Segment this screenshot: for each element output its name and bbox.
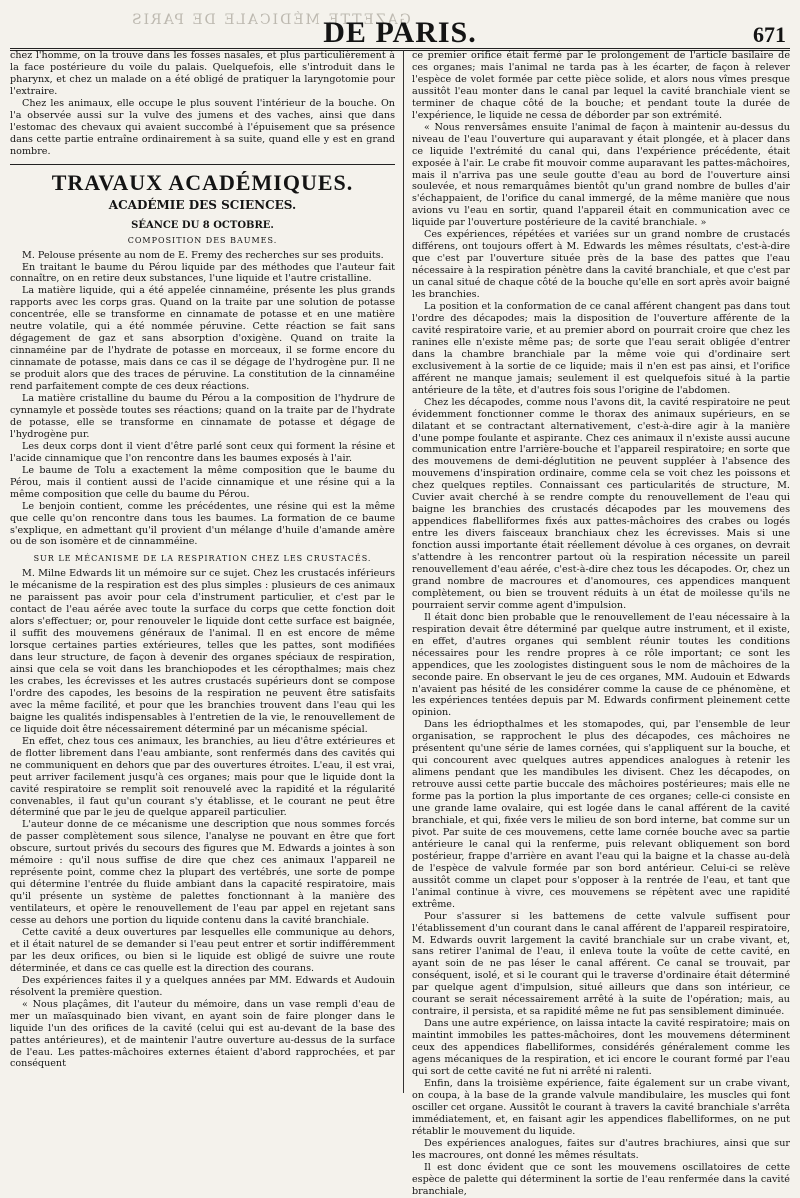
article-paragraph: Il est donc évident que ce sont les mouvemens oscillatoires de cette espèce de palette qui déterminent la sortie de l'eau renfermée dans la cavité branchiale, [412,1161,790,1197]
article-paragraph: L'auteur donne de ce mécanisme une description que nous sommes forcés de passer complètement sous silence, l'analyse ne pouvant en être que fort obscure, surtout privés du secours des figures que M. Edwards a jointes à son mémoire : qu'il nous suffise de dire que chez ces animaux l'appareil ne représente point, comme chez la plupart des vertébrés, une sorte de pompe qui détermine l'entrée du fluide ambiant dans la capacité respiratoire, mais qu'il présente un système de palettes fonctionnant à la manière des ventilateurs, et opère le renouvellement de l'eau par appel en rejetant sans cesse au dehors une portion du liquide contenu dans la cavité branchiale. [10,819,395,927]
article-paragraph: Chez les décapodes, comme nous l'avons dit, la cavité respiratoire ne peut évidemment fonctionner comme le thorax des animaux supérieurs, en se dilatant et se contractant alternativement, c'est-à-dire agir à la manière d'une pompe foulante et aspirante. Chez ces animaux il n'existe aussi aucune communication entre l'arrière-bouche et l'appareil respiratoire; en sorte que des mouvemens de demi-déglutition ne peuvent suppléer à l'absence des mouvemens d'inspiration ordinaire, comme cela se voit chez les poissons et chez quelques reptiles. Connaissant ces particularités de structure, M. Cuvier avait cherché à se rendre compte du renouvellement de l'eau qui baigne les branchies des crustacés décapodes par les mouvemens des appendices flabelliformes fixés aux pattes-mâchoires des crabes ou logés entre les divers faisceaux branchiaux chez les écrevisses. Mais si une fonction aussi importante était réellement dévolue à ces organes, on devrait s'attendre à les rencontrer partout où la respiration nécessite un pareil renouvellement d'eau aérée, c'est-à-dire chez tous les décapodes. Or, chez un grand nombre de macroures et d'anomoures, ces appendices manquent complètement, ou bien se trouvent réduits à un état de moilesse qu'ils ne pourraient servir comme agent d'impulsion. [412,396,790,611]
column-rule [403,50,404,1093]
article-paragraph: Dans les édriopthalmes et les stomapodes, qui, par l'ensemble de leur organisation, se rapprochent le plus des décapodes, ces mâchoires ne présentent qu'une série de lames cornées, qui s'appliquent sur la bouche, et qui concourent avec quelques autres appendices analogues à retenir les alimens pendant que les mandibules les divisent. Chez les décapodes, on retrouve aussi cette partie buccale des mâchoires postérieures; mais elle ne forme pas la portion la plus importante de ces organes; celle-ci consiste en une grande lame ovalaire, qui est logée dans le canal afférent de la cavité branchiale, et qui, fixée vers le milieu de son bord interne, bat comme sur un pivot. Par suite de ces mouvemens, cette lame cornée bouche avec sa partie antérieure le canal qui la renferme, puis relevant obliquement son bord postérieur, frappe d'arrière en avant l'eau qui la baigne et la chasse au-delà de l'espèce de valvule formée par son bord antérieur. Celui-ci se relève aussitôt comme un clapet pour s'opposer à la rentrée de l'eau, et tant que l'animal continue à vivre, ces mouvemens se répètent avec une rapidité extrême. [412,719,790,910]
right-column [412,50,790,1197]
article-paragraph: La matière liquide, qui a été appelée cinnaméine, présente les plus grands rapports avec les corps gras. Quand on la traite par une solution de potasse concentrée, elle se transforme en cinnamate de potasse et en une matière neutre volatile, qui a été nommée péruvine. Cette réaction se fait sans dégagement de gaz et sans absorption d'oxigène. Quand on traite la cinnaméine par de l'hydrate de potasse en morceaux, il se forme encore du cinnamate de potasse, mais dans ce cas il se dégage de l'hydrogène pur. Il ne se produit alors que des traces de péruvine. La constitution de la cinnaméine rend parfaitement compte de ces deux réactions. [10,285,395,393]
bleed-through-text: GAZETTE MÉDICALE DE PARIS [130,12,411,28]
article-paragraph: Enfin, dans la troisième expérience, faite également sur un crabe vivant, on coupa, à la base de la grande valvule mandibulaire, les muscles qui font osciller cet organe. Aussitôt le courant à travers la cavité branchiale s'arrêta immédiatement, et, en faisant agir les appendices flabelliformes, on ne put rétablir le mouvement du liquide. [412,1077,790,1137]
article-paragraph: ce premier orifice était fermé par le prolongement de l'article basilaire de ces organes; mais l'animal ne tarda pas à les écarter, de façon à relever l'espèce de volet formée par cette pièce solide, et alors nous vîmes presque aussitôt l'eau monter dans le canal par lequel la cavité branchiale vient se terminer de chaque côté de la bouche; et pendant toute la durée de l'expérience, le liquide ne cessa de déborder par son extrémité. [412,50,790,121]
page-header [10,6,790,51]
article-paragraph: Dans une autre expérience, on laissa intacte la cavité respiratoire; mais on maintint immobiles les pattes-mâchoires, dont les mouvemens déterminent ceux des appendices flabelliformes, considérés généralement comme les agens mécaniques de la respiration, et ici encore le courant formé par l'eau qui sort de cette cavité ne fut ni arrêté ni ralenti. [412,1018,790,1078]
seance-heading: SÉANCE DU 8 OCTOBRE. [131,219,274,231]
article-paragraph: M. Pelouse présente au nom de E. Fremy des recherches sur ses produits. [22,249,384,261]
article-paragraph: En effet, chez tous ces animaux, les branchies, au lieu d'être extérieures et de flotter librement dans l'eau ambiante, sont renfermés dans des cavités qui ne communiquent en dehors que par des ouvertures étroites. L'eau, il est vrai, peut arriver facilement jusqu'à ces organes; mais pour que le liquide dont la cavité respiratoire se remplit soit renouvelé avec la rapidité et la régularité convenables, il faut qu'un courant s'y établisse, et le courant ne peut être déterminé que par le jeu de quelque appareil particulier. [10,735,395,819]
section-title: TRAVAUX ACADÉMIQUES. [51,169,354,195]
subheading-respiration: SUR LE MÉCANISME DE LA RESPIRATION CHEZ LES CRUSTACÉS. [33,554,372,564]
left-column [10,50,395,1093]
article-paragraph: M. Milne Edwards lit un mémoire sur ce sujet. Chez les crustacés inférieurs le mécanisme de la respiration est des plus simples : plusieurs de ces animaux ne paraissent pas avoir pour cela d'instrument particulier, et c'est par le contact de l'eau aérée avec toute la surface du corps que cette fonction doit alors s'effectuer; or, pour renouveler le liquide dont cette surface est baignée, il suffit des mouvemens généraux de l'animal. Il en est encore de même lorsque certaines parties extérieures, telles que les pattes, sont modifiées dans leur structure, de façon à devenir des organes spéciaux de respiration, ainsi que cela se voit dans les branchiopodes et les céropthalmes; mais chez les crabes, les écrevisses et les autres crustacés supérieurs dont se compose l'ordre des capodes, les besoins de la respiration ne peuvent être satisfaits avec la même facilité, et pour que les branchies trouvent dans l'eau qui les baigne les qualités indispensables à l'entretien de la vie, le renouvellement de ce liquide doit être nécessairement déterminé par un mécanisme spécial. [10,568,395,735]
article-paragraph: La position et la conformation de ce canal afférent changent pas dans tout l'ordre des décapodes; mais la disposition de l'ouverture afférente de la cavité respiratoire varie, et au premier abord on pourrait croire que chez les ranines elle n'existe même pas; de sorte que l'eau serait obligée d'entrer dans la chambre branchiale par la même voie qui d'ordinaire sert exclusivement à la sortie de ce liquide; mais il n'en est pas ainsi, et l'orifice afférent ne manque jamais; seulement il est quelquefois situé à la partie antérieure de la tête, et d'autres fois sous l'origine de l'abdomen. [412,301,790,396]
article-paragraph: Il était donc bien probable que le renouvellement de l'eau nécessaire à la respiration devait être déterminé par quelque autre instrument, et il existe, en effet, d'autres organes qui semblent réunir toutes les conditions nécessaires pour les rendre propres à ce rôle important; ce sont les appendices, que les zoologistes distinguent sous le nom de mâchoires de la seconde paire. En observant le jeu de ces organes, MM. Audouin et Edwards n'avaient pas hésité de les considérer comme la cause de ce phénomène, et les expériences tentées depuis par M. Edwards confirment pleinement cette opinion. [412,611,790,719]
article-paragraph: Le baume de Tolu a exactement la même composition que le baume du Pérou, mais il contient aussi de l'acide cinnamique et une résine qui a la même composition que celle du baume du Pérou. [10,464,395,500]
article-paragraph: Des expériences faites il y a quelques années par MM. Edwards et Audouin résolvent la première question. [10,974,395,998]
article-paragraph: Ces expériences, répétées et variées sur un grand nombre de crustacés différens, ont toujours offert à M. Edwards les mêmes résultats, c'est-à-dire que c'est par l'ouverture située près de la base des pattes que l'eau nécessaire à la respiration pénètre dans la cavité branchiale, et que c'est par un canal situé de chaque côté de la bouche qu'elle en sort après avoir baigné les branchies. [412,229,790,301]
intro-paragraph: Chez les animaux, elle occupe le plus souvent l'intérieur de la bouche. On l'a observée aussi sur la vulve des jumens et des vaches, ainsi que dans l'estomac des chevaux qui avaient succombé à l'épuisement que sa présence dans cette partie entraîne ordinairement à sa suite, quand elle y est en grand nombre. [10,97,395,157]
article-paragraph: Pour s'assurer si les battemens de cette valvule suffisent pour l'établissement d'un courant dans le canal afférent de l'appareil respiratoire, M. Edwards ouvrit largement la cavité branchiale sur un crabe vivant, et, sans retirer l'animal de l'eau, il enleva toute la voûte de cette cavité, en ayant soin de ne pas léser le canal afférent. Ce canal se trouvait, par conséquent, isolé, et si le courant qui le traverse d'ordinaire était déterminé par quelque agent d'impulsion, situé ailleurs que dans son intérieur, ce courant se serait nécessairement arrêté à la suite de l'opération; mais, au contraire, il persista, et sa rapidité même ne fut pas sensiblement diminuée. [412,910,790,1018]
subheading-baumes: COMPOSITION DES BAUMES. [127,235,278,245]
article-paragraph: Des expériences analogues, faites sur d'autres brachiures, ainsi que sur les macroures, ont donné les mêmes résultats. [412,1137,790,1161]
article-paragraph: « Nous plaçâmes, dit l'auteur du mémoire, dans un vase rempli d'eau de mer un maïasquinado bien vivant, en ayant soin de faire plonger dans le liquide l'un des orifices de la cavité (celui qui est au-devant de la base des pattes antérieures), et de maintenir l'autre ouverture au-dessus de la surface de l'eau. Les pattes-mâchoires externes étaient d'abord rapprochées, et par conséquent [10,998,395,1070]
article-paragraph: La matière cristalline du baume du Pérou a la composition de l'hydrure de cynnamyle et possède toutes ses réactions; quand on la traite par de l'hydrate de potasse, elle se transforme en cinnamate de potasse et dégage de l'hydrogène pur. [10,393,395,440]
article-paragraph: En traitant le baume du Pérou liquide par des méthodes que l'auteur fait connaître, on en retire deux substances, l'une liquide et l'autre cristalline. [10,261,395,285]
page-number: 671 [753,22,786,47]
masthead-title: DE PARIS. [323,16,477,49]
article-paragraph: Les deux corps dont il vient d'être parlé sont ceux qui forment la résine et l'acide cinnamique que l'on rencontre dans les baumes exposés à l'air. [10,440,395,464]
academy-heading: ACADÉMIE DES SCIENCES. [108,197,297,212]
intro-paragraph: chez l'homme, on la trouve dans les fosses nasales, et plus particulièrement à la face postérieure du voile du palais. Quelquefois, elle s'introduit dans le pharynx, et chez un malade on a été obligé de pratiquer la laryngotomie pour l'extraire. [10,50,395,97]
section-divider [10,164,395,165]
article-paragraph: « Nous renversâmes ensuite l'animal de façon à maintenir au-dessus du niveau de l'eau l'ouverture qui auparavant y était plongée, et à placer dans ce liquide l'extrémité du canal qui, dans l'expérience précédente, était exposée à l'air. Le crabe fit mouvoir comme auparavant les pattes-mâchoires, mais il n'arriva pas une seule goutte d'eau au bord de l'ouverture ainsi soulevée, et nous remarquâmes bientôt qu'un grand nombre de bulles d'air s'échappaient, de l'orifice du canal immergé, de la même manière que nous avions vu l'eau en sortir, quand l'appareil était en communication avec ce liquide par l'ouverture postérieure de la cavité branchiale. » [412,121,790,229]
article-paragraph: Le benjoin contient, comme les précédentes, une résine qui est la même que celle qu'on rencontre dans tous les baumes. La formation de ce baume s'explique, en admettant qu'il provient d'un mélange d'huile d'amande amère ou de son isomère et de cinnamméine. [10,500,395,548]
article-paragraph: Cette cavité a deux ouvertures par lesquelles elle communique au dehors, et il était naturel de se demander si l'eau peut entrer et sortir indifféremment par les deux orifices, ou bien si le liquide est obligé de suivre une route déterminée, et dans ce cas quelle est la direction des courans. [10,927,395,974]
